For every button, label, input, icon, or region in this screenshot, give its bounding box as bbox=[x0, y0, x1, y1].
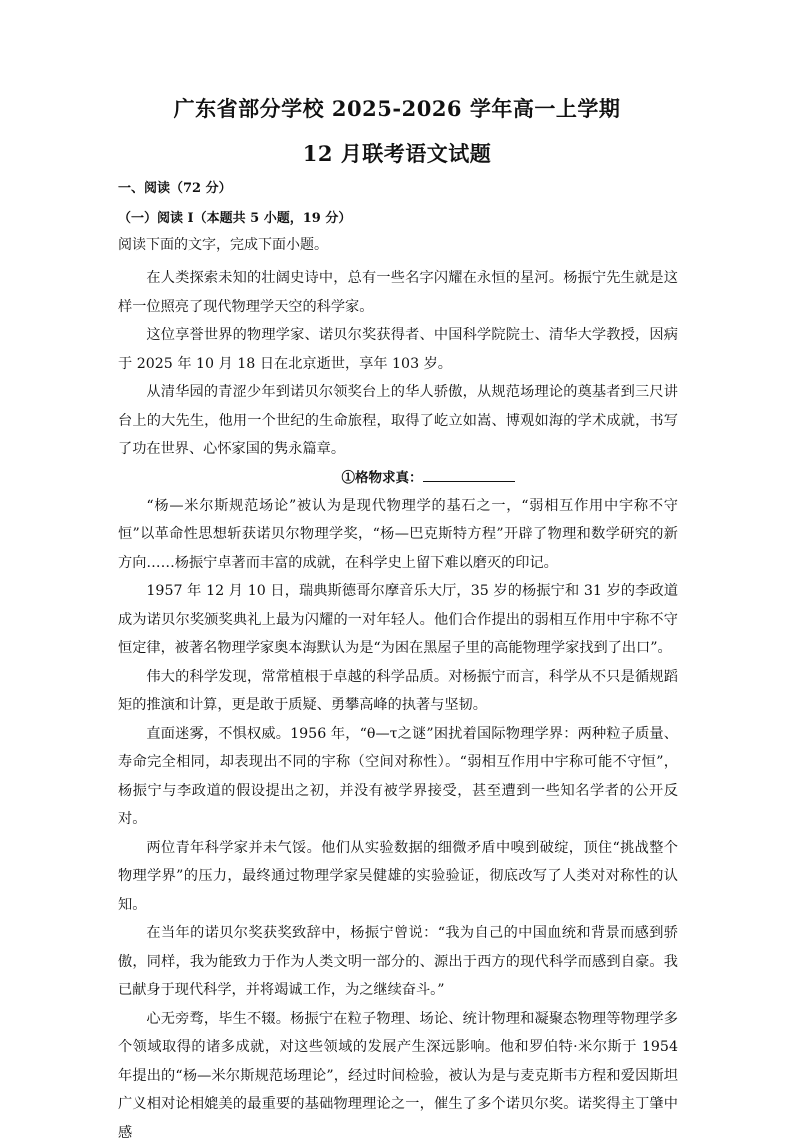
section-heading: 一、阅读（72 分） bbox=[118, 178, 678, 210]
paragraph-main-1: “杨—米尔斯规范场论”被认为是现代物理学的基石之一，“弱相互作用中宇称不守恒”以革命性思想斩获诺贝尔物理学奖，“杨—巴克斯特方程”开辟了物理和数学研究的新方向……杨振宁卓著而丰富的成就，在科学史上留下难以磨灭的印记。 bbox=[118, 492, 678, 578]
paragraph-main-2: 1957 年 12 月 10 日，瑞典斯德哥尔摩音乐大厅，35 岁的杨振宁和 31 岁的李政道成为诺贝尔奖颁奖典礼上最为闪耀的一对年轻人。他们合作提出的弱相互作用中宇称不守恒定律，被著名物理学家奥本海默认为是“为困在黑屋子里的高能物理学家找到了出口”。 bbox=[118, 577, 678, 663]
instruction-text: 阅读下面的文字，完成下面小题。 bbox=[118, 236, 678, 264]
exam-body bbox=[118, 178, 678, 1147]
exam-title-line1: 广东省部分学校 2025-2026 学年高一上学期 bbox=[0, 95, 794, 123]
exam-title-line2: 12 月联考语文试题 bbox=[0, 140, 794, 168]
answer-blank[interactable] bbox=[423, 469, 515, 482]
subsection-heading: （一）阅读 I（本题共 5 小题，19 分） bbox=[118, 210, 678, 236]
paragraph-main-7: 心无旁骛，毕生不辍。杨振宁在粒子物理、场论、统计物理和凝聚态物理等物理学多个领域取得的诸多成就，对这些领域的发展产生深远影响。他和罗伯特·米尔斯于 1954 年提出的“杨—米尔斯规范场理论”，经过时间检验，被认为是与麦克斯韦方程和爱因斯坦广义相对论相媲美的最重要的基础物理理论之一，催生了多个诺贝尔奖。诺奖得主丁肇中感 bbox=[118, 1005, 678, 1147]
paragraph-intro-1: 在人类探索未知的壮阔史诗中，总有一些名字闪耀在永恒的星河。杨振宁先生就是这样一位照亮了现代物理学天空的科学家。 bbox=[118, 264, 678, 321]
paragraph-intro-2: 这位享誉世界的物理学家、诺贝尔奖获得者、中国科学院院士、清华大学教授，因病于 2025 年 10 月 18 日在北京逝世，享年 103 岁。 bbox=[118, 321, 678, 378]
paragraph-main-5: 两位青年科学家并未气馁。他们从实验数据的细微矛盾中嗅到破绽，顶住“挑战整个物理学界”的压力，最终通过物理学家吴健雄的实验验证，彻底改写了人类对对称性的认知。 bbox=[118, 834, 678, 920]
paragraph-main-6: 在当年的诺贝尔奖获奖致辞中，杨振宁曾说：“我为自己的中国血统和背景而感到骄傲，同样，我为能致力于作为人类文明一部分的、源出于西方的现代科学而感到自豪。我已献身于现代科学，并将竭诚工作，为之继续奋斗。” bbox=[118, 919, 678, 1005]
paragraph-main-4: 直面迷雾，不惧权威。1956 年，“θ—τ之谜”困扰着国际物理学界：两种粒子质量、寿命完全相同，却表现出不同的宇称（空间对称性）。“弱相互作用中宇称可能不守恒”，杨振宁与李政道的假设提出之初，并没有被学界接受，甚至遭到一些知名学者的公开反对。 bbox=[118, 720, 678, 834]
paragraph-main-3: 伟大的科学发现，常常植根于卓越的科学品质。对杨振宁而言，科学从不只是循规蹈矩的推演和计算，更是敢于质疑、勇攀高峰的执著与坚韧。 bbox=[118, 663, 678, 720]
fill-in-subheading bbox=[118, 464, 678, 492]
subheading-label: ①格物求真： bbox=[342, 470, 423, 486]
paragraph-intro-3: 从清华园的青涩少年到诺贝尔领奖台上的华人骄傲，从规范场理论的奠基者到三尺讲台上的大先生，他用一个世纪的生命旅程，取得了屹立如嵩、博观如海的学术成就，书写了功在世界、心怀家国的隽永篇章。 bbox=[118, 378, 678, 464]
